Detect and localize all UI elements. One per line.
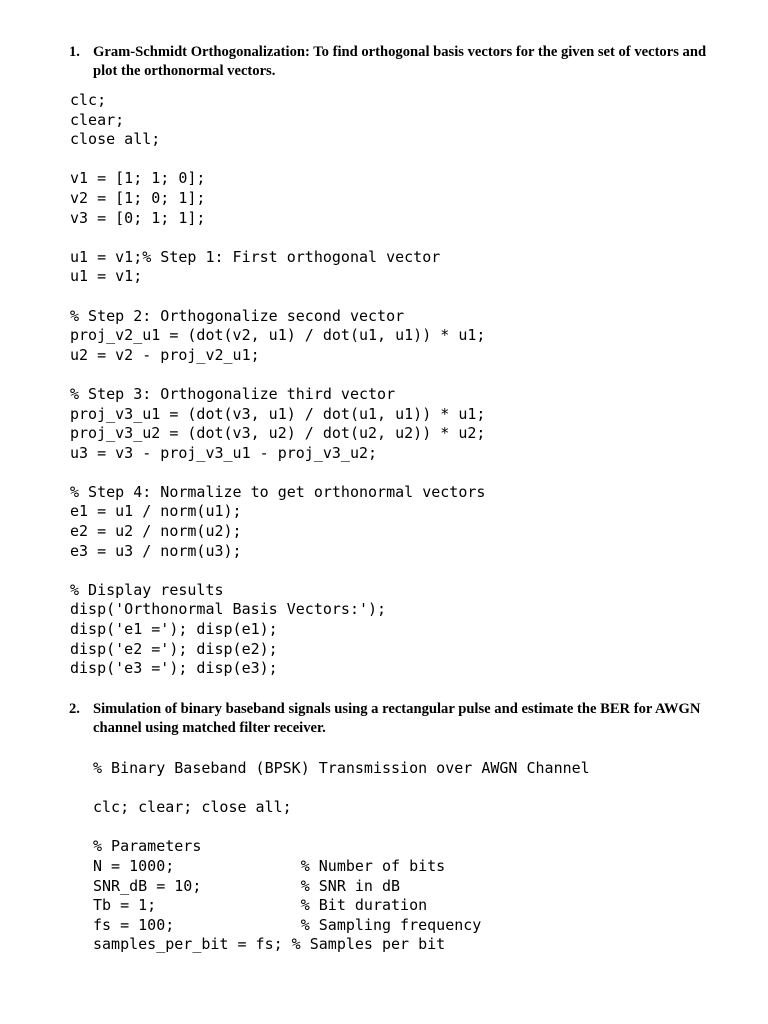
code-line: u3 = v3 - proj_v3_u1 - proj_v3_u2;: [70, 443, 378, 462]
code-line: % Step 4: Normalize to get orthonormal vectors: [70, 482, 486, 501]
code-line: [70, 463, 768, 483]
code-line: disp('e2 ='); disp(e2);: [70, 639, 278, 658]
code-line: fs = 100; % Sampling frequency: [93, 915, 482, 934]
code-line: disp('e1 ='); disp(e1);: [70, 620, 278, 639]
code-line: % Display results: [70, 580, 224, 599]
section-1-heading: [69, 43, 725, 81]
code-line: e2 = u2 / norm(u2);: [70, 522, 242, 541]
section-1-heading-text: Gram-Schmidt Orthogonalization: To find orthogonal basis vectors for the given set of vectors and plot the orthonormal vectors.: [93, 44, 707, 79]
code-line: disp('Orthonormal Basis Vectors:');: [70, 600, 387, 619]
code-line: % Parameters: [93, 837, 202, 856]
code-line: v1 = [1; 1; 0];: [70, 169, 206, 188]
code-line: % Binary Baseband (BPSK) Transmission over AWGN Channel: [93, 759, 590, 777]
code-line: e1 = u1 / norm(u1);: [70, 502, 242, 521]
code-line: [93, 818, 768, 838]
code-line: samples_per_bit = fs; % Samples per bit: [93, 935, 446, 954]
code-line: clear;: [70, 110, 125, 129]
code-line: proj_v2_u1 = (dot(v2, u1) / dot(u1, u1)) * u1;: [70, 326, 486, 345]
code-line: [70, 561, 768, 581]
code-line: SNR_dB = 10; % SNR in dB: [93, 876, 401, 895]
code-line: clc;: [70, 91, 107, 109]
code-line: N = 1000; % Number of bits: [93, 856, 446, 875]
code-line: u2 = v2 - proj_v2_u1;: [70, 345, 260, 364]
code-line: proj_v3_u1 = (dot(v3, u1) / dot(u1, u1)) * u1;: [70, 404, 486, 423]
section-1-code-block: [70, 91, 768, 679]
section-2-heading-text: Simulation of binary baseband signals using a rectangular pulse and estimate the BER for AWGN channel using matched filter receiver.: [93, 701, 701, 736]
section-2: [0, 700, 768, 955]
code-line: v3 = [0; 1; 1];: [70, 208, 206, 227]
section-2-number: 2.: [69, 701, 80, 717]
code-line: disp('e3 ='); disp(e3);: [70, 659, 278, 678]
code-line: [70, 365, 768, 385]
code-line: Tb = 1; % Bit duration: [93, 896, 428, 915]
section-2-heading: [69, 700, 725, 738]
code-line: proj_v3_u2 = (dot(v3, u2) / dot(u2, u2)) * u2;: [70, 424, 486, 443]
code-line: % Step 3: Orthogonalize third vector: [70, 384, 396, 403]
code-line: [93, 779, 768, 799]
code-line: u1 = v1;% Step 1: First orthogonal vector: [70, 247, 441, 266]
code-line: [70, 228, 768, 248]
section-2-code-block: [93, 759, 768, 955]
code-line: u1 = v1;: [70, 267, 143, 286]
code-line: clc; clear; close all;: [93, 798, 292, 817]
code-line: [70, 150, 768, 170]
code-line: [70, 287, 768, 307]
code-line: % Step 2: Orthogonalize second vector: [70, 306, 405, 325]
section-1-number: 1.: [69, 44, 80, 60]
section-1: [0, 43, 768, 679]
code-line: close all;: [70, 130, 161, 149]
code-line: e3 = u3 / norm(u3);: [70, 541, 242, 560]
code-line: v2 = [1; 0; 1];: [70, 188, 206, 207]
